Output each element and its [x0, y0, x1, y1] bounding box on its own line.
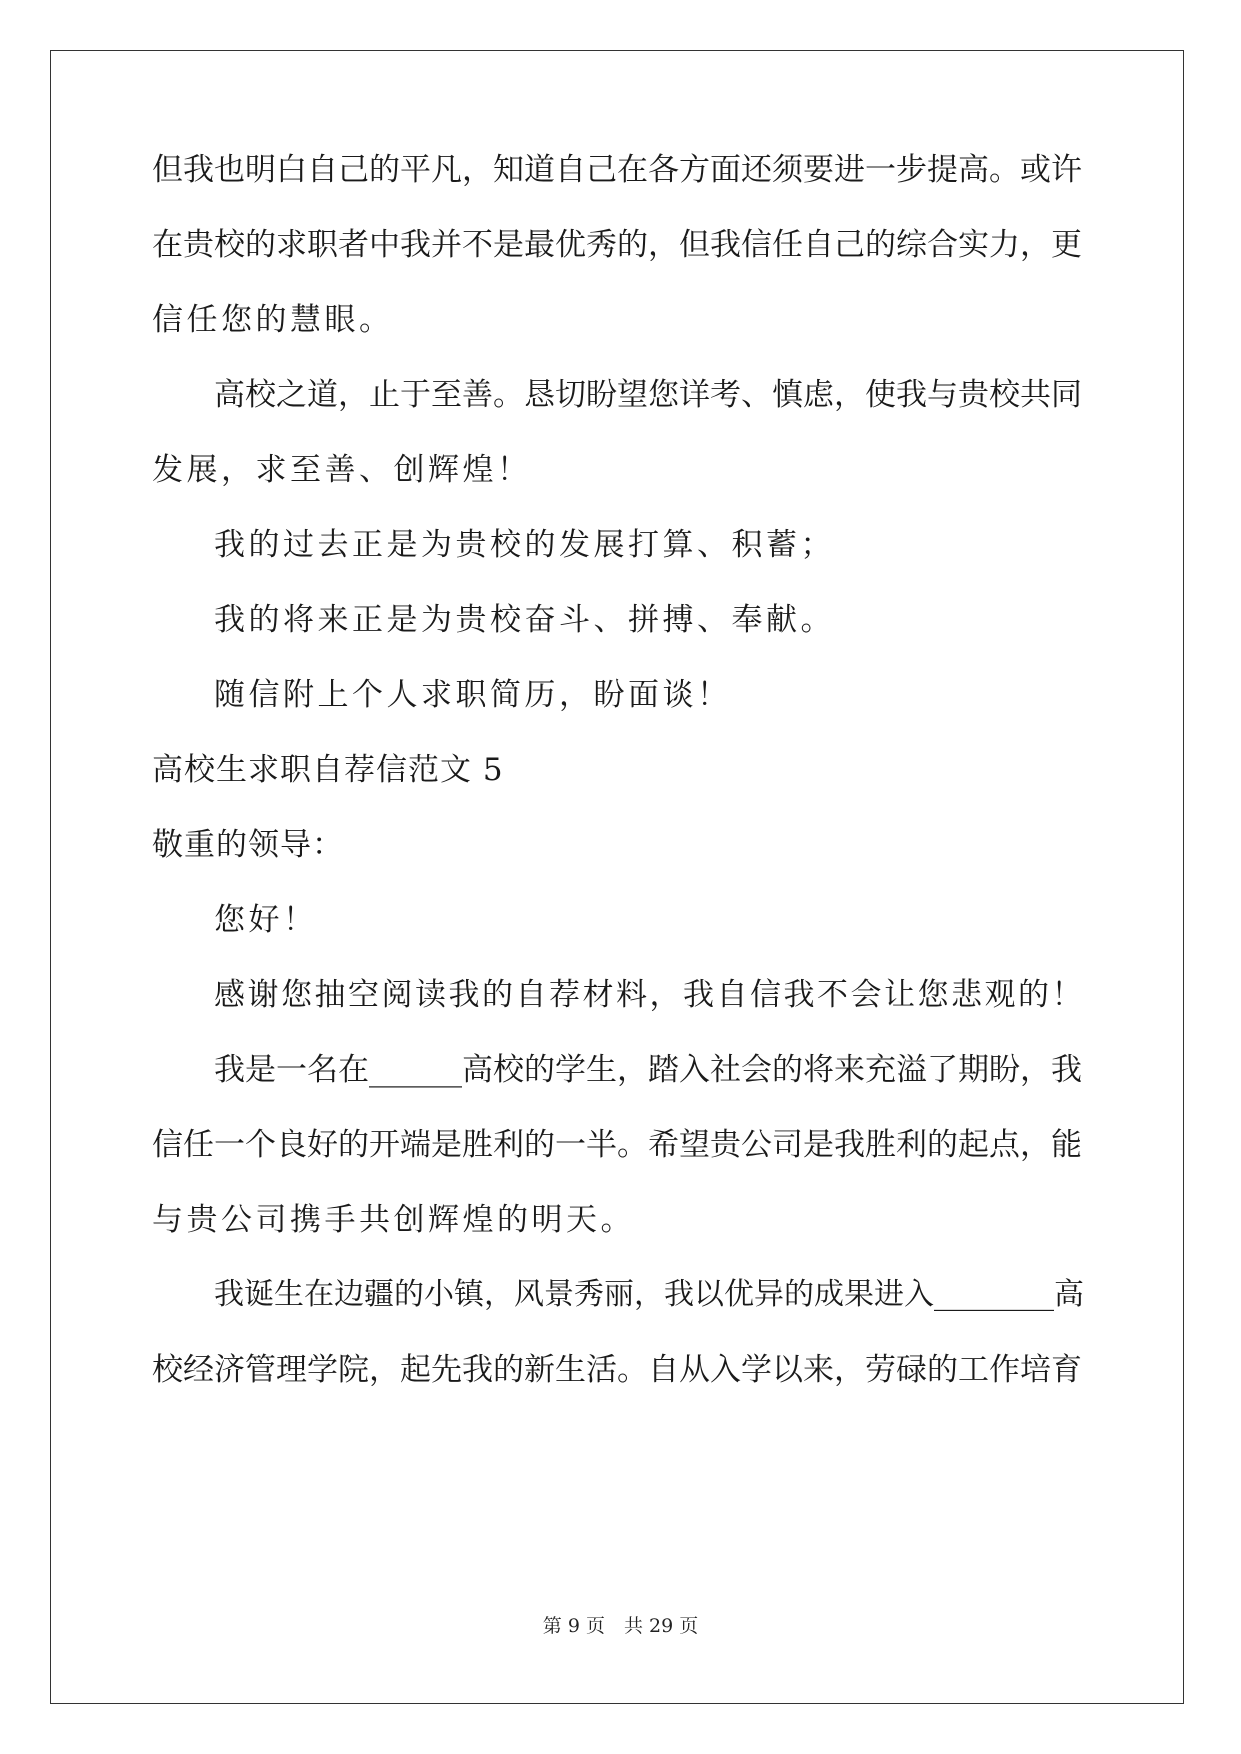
- text-line: 我的过去正是为贵校的发展打算、积蓄；: [214, 527, 835, 563]
- text-line: 校经济管理学院，起先我的新生活。自从入学以来，劳碌的工作培育: [152, 1352, 1082, 1388]
- text-line: 感谢您抽空阅读我的自荐材料，我自信我不会让您悲观的！: [214, 977, 1085, 1013]
- text-line: 但我也明白自己的平凡，知道自己在各方面还须要进一步提高。或许: [152, 152, 1082, 188]
- text-line: 随信附上个人求职简历，盼面谈！: [214, 677, 732, 713]
- page-number: 第 9 页 共 29 页: [542, 1615, 699, 1637]
- text-line: 信任您的慧眼。: [152, 302, 394, 338]
- text-line: 我的将来正是为贵校奋斗、拼搏、奉献。: [214, 602, 835, 638]
- text-line: 我是一名在______高校的学生，踏入社会的将来充溢了期盼，我: [214, 1052, 1082, 1088]
- text-line: 发展，求至善、创辉煌！: [152, 452, 532, 488]
- text-line: 与贵公司携手共创辉煌的明天。: [152, 1202, 635, 1238]
- section-heading: 高校生求职自荐信范文 5: [152, 752, 504, 788]
- text-line: 信任一个良好的开端是胜利的一半。希望贵公司是我胜利的起点，能: [152, 1127, 1082, 1163]
- greeting: 您好！: [214, 902, 318, 938]
- text-line: 在贵校的求职者中我并不是最优秀的，但我信任自己的综合实力，更: [152, 227, 1082, 263]
- text-line: 高校之道，止于至善。恳切盼望您详考、慎虑，使我与贵校共同: [214, 377, 1082, 413]
- text-line: 我诞生在边疆的小镇，风景秀丽，我以优异的成果进入________高: [214, 1277, 1084, 1312]
- salutation: 敬重的领导：: [152, 827, 344, 863]
